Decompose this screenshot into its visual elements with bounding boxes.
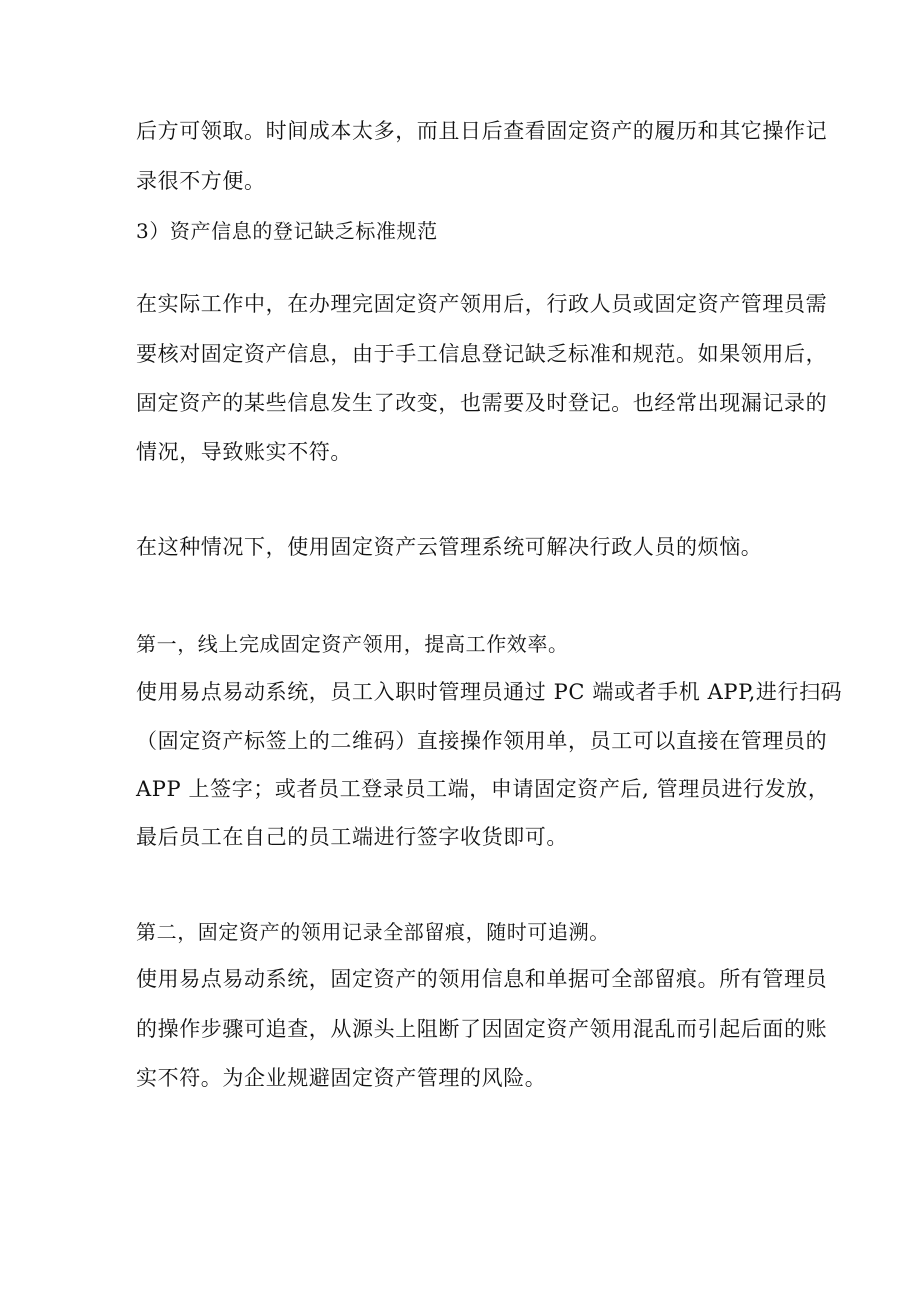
section-1-line-1: 使用易点易动系统，员工入职时管理员通过 PC 端或者手机 APP,进行扫码 <box>136 680 843 704</box>
section-1-line-3: APP 上签字；或者员工登录员工端，申请固定资产后, 管理员进行发放， <box>136 777 830 801</box>
paragraph-2-line-2: 要核对固定资产信息，由于手工信息登记缺乏标准和规范。如果领用后， <box>136 342 828 366</box>
paragraph-2-line-3: 固定资产的某些信息发生了改变，也需要及时登记。也经常出现漏记录的 <box>136 391 828 415</box>
section-2-line-1: 使用易点易动系统，固定资产的领用信息和单据可全部留痕。所有管理员 <box>136 967 828 991</box>
paragraph-3: 在这种情况下，使用固定资产云管理系统可解决行政人员的烦恼。 <box>136 535 763 559</box>
section-2-line-3: 实不符。为企业规避固定资产管理的风险。 <box>136 1066 547 1090</box>
section-1-line-4: 最后员工在自己的员工端进行签字收货即可。 <box>136 825 568 849</box>
paragraph-2-line-4: 情况，导致账实不符。 <box>136 440 352 464</box>
section-2-line-2: 的操作步骤可追查，从源头上阻断了因固定资产领用混乱而引起后面的账 <box>136 1017 828 1041</box>
section-2-title: 第二，固定资产的领用记录全部留痕，随时可追溯。 <box>136 920 610 944</box>
section-1-title: 第一，线上完成固定资产领用，提高工作效率。 <box>136 632 569 656</box>
paragraph-1-line-1: 后方可领取。时间成本太多，而且日后查看固定资产的履历和其它操作记 <box>136 119 828 143</box>
section-1-line-2: （固定资产标签上的二维码）直接操作领用单，员工可以直接在管理员的 <box>136 729 828 753</box>
section-heading-3: 3）资产信息的登记缺乏标准规范 <box>136 219 438 243</box>
paragraph-1-line-2: 录很不方便。 <box>136 169 266 193</box>
paragraph-2-line-1: 在实际工作中，在办理完固定资产领用后，行政人员或固定资产管理员需 <box>136 292 828 316</box>
